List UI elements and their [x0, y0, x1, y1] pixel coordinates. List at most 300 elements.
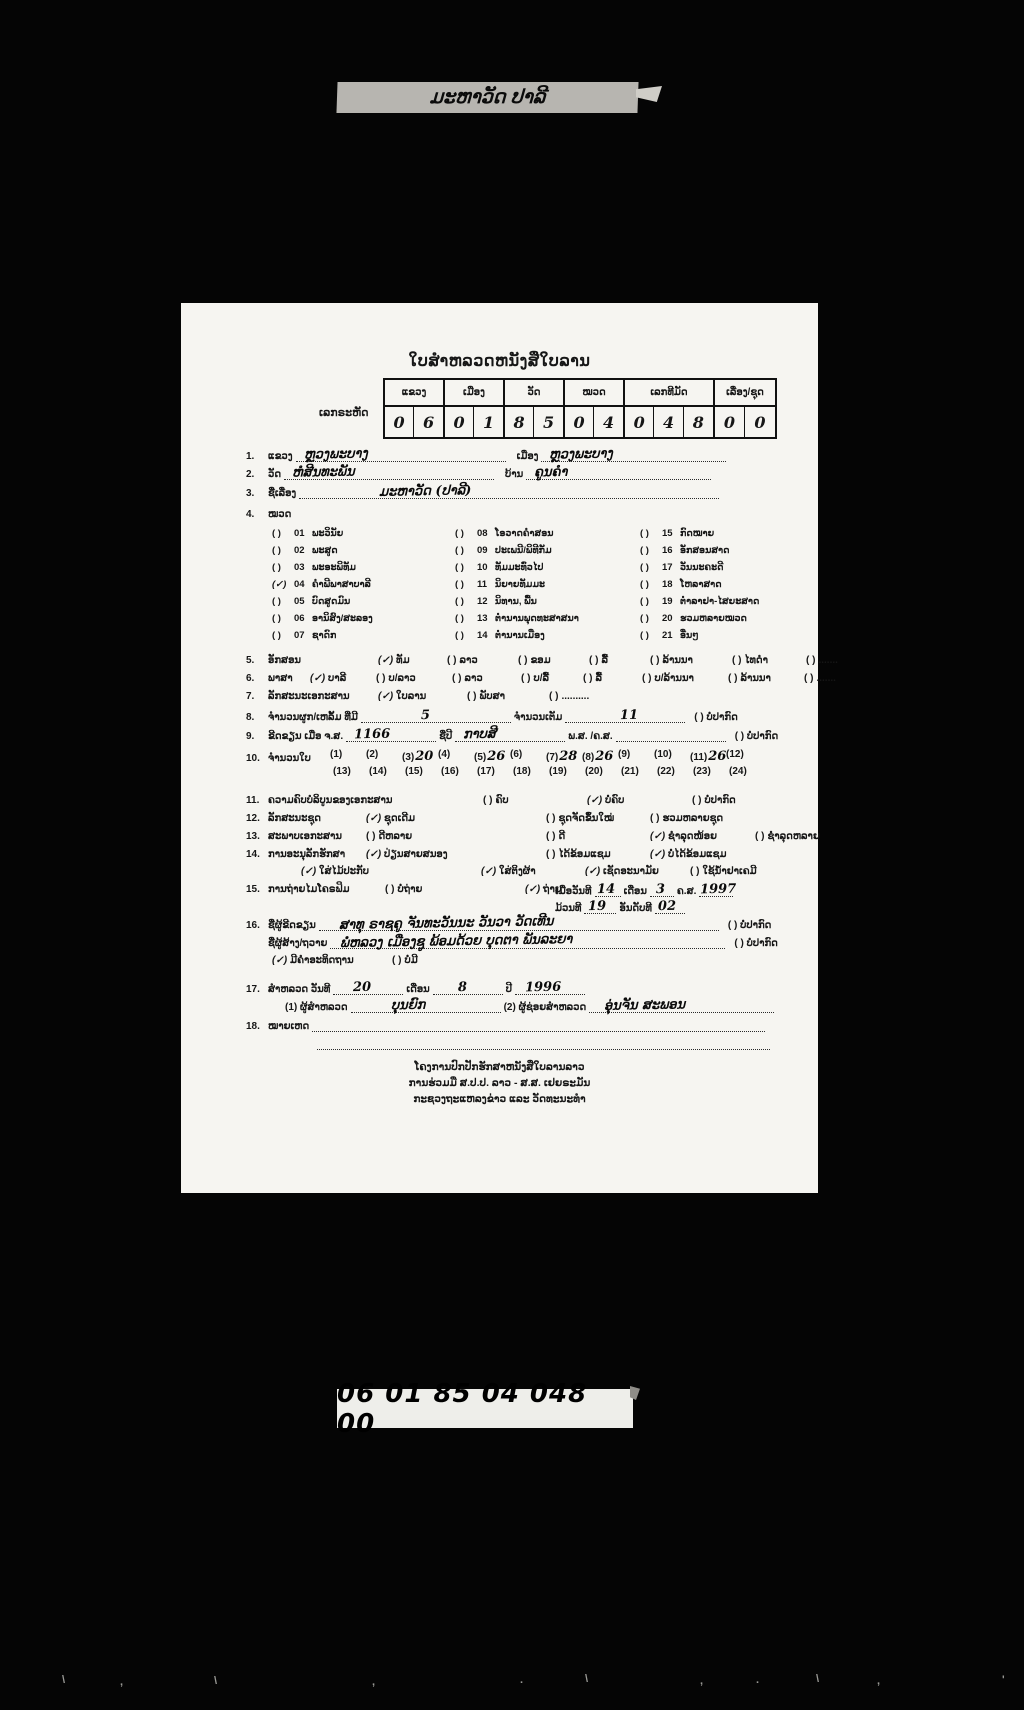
leaf-count-slot: [405, 766, 441, 777]
slot-number: (7): [546, 752, 559, 763]
field-remarks-2: [317, 1037, 770, 1050]
preservation-option-label: ໃສ່ໄມ້ປະກັບ: [319, 866, 370, 877]
film-date-label: ເມື່ອວັນທີ: [555, 886, 592, 897]
empty-checkbox: ( ): [455, 596, 464, 607]
category-number: 04: [294, 579, 305, 590]
empty-checkbox: ( ): [455, 528, 464, 539]
item-number: 13.: [246, 831, 260, 842]
district-value-line: [541, 446, 726, 463]
script-option-label: ລື້: [601, 655, 608, 666]
completeness-option-label: ບໍ່ຄົບ: [605, 795, 625, 806]
empty-checkbox: ( ): [272, 545, 281, 556]
surveyor-handwritten-value: ບຸນຍົກ: [390, 997, 426, 1014]
empty-checkbox: ( ): [272, 596, 281, 607]
not-found-option: ( ) ບໍ່ປາກົດ: [734, 731, 779, 742]
survey-year-label: ປີ: [505, 984, 512, 995]
completeness-option: [587, 795, 692, 806]
leaf-count-slot: [621, 766, 657, 777]
film-edge-mark: ,: [372, 1676, 376, 1688]
item-number: 9.: [246, 731, 255, 742]
film-year-line: [699, 881, 737, 898]
code-digit-group: [385, 407, 445, 437]
empty-checkbox: ( ): [640, 630, 649, 641]
empty-checkbox: ( ): [732, 655, 742, 666]
language-option-label: ບ/ລ້ານນາ: [654, 673, 694, 684]
full-count-line: [565, 707, 685, 724]
checked-checkbox: (✓): [587, 795, 603, 806]
completeness-option: [692, 795, 802, 806]
language-option-label: ລາວ: [464, 673, 483, 684]
leaf-count-slot: [582, 749, 618, 764]
set-type-label: ລັກສະນະຊຸດ: [268, 813, 321, 824]
leaf-count-slot: [549, 766, 585, 777]
category-number: 19: [662, 596, 673, 607]
microfilm-option-label: ຖ່າຍ: [543, 884, 562, 895]
surveyor-label: (1) ຜູ້ສຳຫລວດ: [285, 1002, 348, 1013]
film-header-strip: [336, 82, 638, 113]
temple-label: ວັດ: [268, 469, 282, 480]
document-type-option: [467, 691, 535, 702]
category-option-label: ທັມມະທົ່ວໄປ: [495, 562, 544, 573]
empty-checkbox: ( ): [640, 562, 649, 573]
completeness-option-label: ບໍ່ປາກົດ: [704, 795, 736, 806]
code-digit-cell: 5: [542, 412, 555, 432]
empty-checkbox: ( ): [272, 528, 281, 539]
slot-number: (21): [621, 766, 639, 777]
field-microfilm: [246, 884, 570, 895]
empty-checkbox: ( ): [650, 655, 660, 666]
film-month-value: 3: [655, 881, 666, 898]
slot-number: (8): [582, 752, 595, 763]
slot-handwritten-value: 28: [559, 749, 578, 764]
checked-checkbox: (✓): [366, 849, 382, 860]
category-number: 05: [294, 596, 305, 607]
film-header-label: ມະຫາວັດ ປາລີ: [429, 87, 546, 108]
category-number: 18: [662, 579, 673, 590]
footer-line-1: ໂຄງການປົກປັກຮັກສາຫນັງສືໃບລານລາວ: [414, 1061, 585, 1073]
code-digit-cell: 0: [445, 407, 474, 437]
language-option: [583, 673, 628, 684]
code-column-header: ເລກທີມັດ: [625, 380, 715, 405]
checked-checkbox: (✓): [525, 884, 541, 895]
slot-handwritten-value: 26: [487, 749, 506, 764]
film-edge-mark: \: [62, 1674, 66, 1686]
preservation-option: [366, 849, 546, 860]
category-checkbox-option: [640, 593, 759, 610]
leaf-count-slot: [657, 766, 693, 777]
item-number: 7.: [246, 691, 255, 702]
cs-year-line: [346, 726, 436, 743]
script-option: [447, 655, 504, 666]
category-checkbox-option: [640, 559, 759, 576]
film-month-label: ເດືອນ: [623, 886, 647, 897]
province-handwritten-value: ຫຼວງພະບາງ: [303, 446, 368, 463]
checked-checkbox: (✓): [650, 849, 666, 860]
item-number: 15.: [246, 884, 260, 895]
fascicle-count-line: [361, 707, 511, 724]
empty-checkbox: ( ): [546, 849, 556, 860]
era-label: ພ.ສ. /ຄ.ສ.: [568, 731, 613, 742]
fascicle-count-value: 5: [420, 707, 431, 724]
field-script: [246, 655, 870, 666]
assistant-label: (2) ຜູ້ຊ່ອຍສຳຫລວດ: [503, 1002, 587, 1013]
set-type-option: [546, 813, 650, 824]
empty-checkbox: ( ): [640, 545, 649, 556]
preservation-option-label: ໃຊ້ນ້ຳຢາເຄມີ: [702, 866, 757, 877]
field-category: [246, 509, 291, 520]
cs-year-value: 1166: [353, 726, 391, 743]
field-leaf-counts: [246, 749, 762, 764]
field-preservation-2: [301, 866, 790, 877]
category-option-label: ຕຳນານເມືອງ: [495, 630, 545, 641]
film-edge-mark: .: [520, 1674, 524, 1686]
reel-line: [584, 898, 616, 915]
empty-checkbox: ( ): [640, 528, 649, 539]
code-digit-cell: 4: [602, 412, 615, 432]
item-number: 6.: [246, 673, 255, 684]
field-survey-date: [246, 979, 588, 996]
slot-number: (19): [549, 766, 567, 777]
preservation-option: [650, 849, 780, 860]
leaf-count-slot: [438, 749, 474, 764]
document-type-label: ລັກສະນະເອກະສານ: [268, 691, 350, 702]
category-number: 21: [662, 630, 673, 641]
completeness-label: ຄວາມຄົບບໍລິບູນຂອງເອກະສານ: [268, 795, 393, 806]
code-digit-cell: 1: [482, 412, 495, 432]
temple-value-line: [284, 464, 494, 481]
category-checkbox-option: [272, 576, 373, 593]
checked-checkbox: (✓): [272, 955, 288, 966]
category-number: 07: [294, 630, 305, 641]
remarks-label: ໝາຍເຫດ: [268, 1021, 310, 1032]
reel-value: 19: [588, 898, 607, 915]
sponsor-handwritten-value: ພໍ່ຫລວງ ເມືອງຊູ ພ້ອມດ້ວຍ ບຸດຕາ ພັນລະຍາ: [340, 931, 573, 952]
script-option: [589, 655, 636, 666]
slot-number: (12): [726, 749, 744, 760]
slot-number: (20): [585, 766, 603, 777]
leaf-count-slot: [654, 749, 690, 764]
empty-checkbox: ( ): [385, 884, 395, 895]
empty-checkbox: ( ): [447, 655, 457, 666]
colophon-option-label: ບໍ່ມີ: [404, 955, 418, 966]
assistant-handwritten-value: ອຸ່ນຈັນ ສະພອນ: [604, 997, 686, 1014]
not-found-option: ( ) ບໍ່ປາກົດ: [694, 712, 738, 723]
category-number: 09: [477, 545, 488, 556]
field-set-type: [246, 813, 770, 824]
leaf-count-slot: [474, 749, 510, 764]
category-number: 02: [294, 545, 305, 556]
preservation-option-label: ໃສ່ຕິງຜ້າ: [499, 866, 536, 877]
preservation-option: [301, 866, 481, 877]
writing-year-label: ຂີດຂຽນ ເມື່ອ ຈ.ສ.: [268, 731, 344, 742]
field-remarks: [246, 1019, 768, 1032]
field-leaf-counts-2: [333, 766, 765, 777]
leaf-count-slot: [513, 766, 549, 777]
empty-checkbox: ( ): [455, 579, 464, 590]
title-label: ຊື່ເລື່ອງ: [268, 488, 297, 499]
checked-checkbox: (✓): [378, 691, 394, 702]
code-digit-cell: 6: [422, 412, 435, 432]
category-checkbox-option: [272, 559, 373, 576]
language-label: ພາສາ: [268, 673, 293, 684]
category-option-label: ອື່ນໆ: [680, 630, 699, 641]
colophon-option: [272, 955, 392, 966]
empty-checkbox: ( ): [272, 562, 281, 573]
preservation-option-label: ປ່ຽນສາຍສນອງ: [384, 849, 448, 860]
category-option-label: ຮວມຫລາຍໝວດ: [680, 613, 747, 624]
code-table-digits: [385, 407, 775, 437]
film-code-label: 06 01 85 04 048 00: [337, 1378, 588, 1439]
field-condition: [246, 831, 850, 842]
film-edge-mark: \: [816, 1673, 820, 1685]
item-number: 2.: [246, 469, 255, 480]
script-option: [806, 655, 856, 666]
code-digit-group: [505, 407, 565, 437]
language-option-label: ບ/ລາວ: [388, 673, 416, 684]
preservation-option-label: ບໍ່ໄດ້ຂ້ອມແຊມ: [668, 849, 727, 860]
item-number: 11.: [246, 795, 260, 806]
slot-handwritten-value: 26: [595, 749, 614, 764]
slot-number: (17): [477, 766, 495, 777]
category-option-label: ໂຫລາສາດ: [680, 579, 722, 590]
empty-checkbox: ( ): [376, 673, 386, 684]
item-number: 8.: [246, 712, 255, 723]
form-title: ໃບສຳຫລວດຫນັງສືໃບລານ: [408, 353, 591, 370]
item-number: 17.: [246, 984, 260, 995]
empty-checkbox: ( ): [272, 630, 281, 641]
footer-line-3: ກະຊວງຖະແຫລງຂ່າວ ແລະ ວັດທະນະທຳ: [413, 1093, 586, 1105]
checked-checkbox: (✓): [481, 866, 497, 877]
preservation-option: [546, 849, 650, 860]
scribe-handwritten-value: ສາທຸ ຣາຊຄູ ຈັນທະວັນນະ ວັນວາ ວັດເທີນ: [338, 914, 554, 933]
sponsor-value-line: [330, 931, 725, 952]
film-edge-mark: ': [1002, 1674, 1005, 1686]
code-column-header: ວັດ: [505, 380, 565, 405]
empty-checkbox: ( ): [546, 813, 556, 824]
field-writing-year: [246, 726, 779, 743]
empty-checkbox: ( ): [272, 613, 281, 624]
empty-checkbox: ( ): [366, 831, 376, 842]
category-option-label: ບົດສູດມົນ: [312, 596, 351, 607]
code-digit-cell: 0: [625, 407, 654, 437]
completeness-option-label: ຄົບ: [495, 795, 509, 806]
leaf-count-slot: [618, 749, 654, 764]
leaf-count-slot: [510, 749, 546, 764]
document-type-option: [378, 691, 453, 702]
language-option: [642, 673, 714, 684]
language-option-label: ລື້: [595, 673, 602, 684]
reel-label: ມ້ວນທີ: [555, 903, 582, 914]
preservation-option: [690, 866, 790, 877]
empty-checkbox: ( ): [755, 831, 765, 842]
temple-handwritten-value: ຫໍສີນທະພັນ: [291, 464, 355, 481]
language-option: [310, 673, 362, 684]
slot-number: (10): [654, 749, 672, 760]
item-number: 16.: [246, 920, 260, 931]
preservation-option-label: ໄດ້ຂ້ອມແຊມ: [558, 849, 611, 860]
category-checkbox-option: [272, 525, 373, 542]
preservation-options-1: [366, 849, 780, 860]
language-option: [452, 673, 507, 684]
slot-number: (24): [729, 766, 747, 777]
empty-checkbox: ( ): [518, 655, 528, 666]
category-checkbox-option: [640, 610, 759, 627]
category-column: [455, 525, 579, 644]
code-column-header: ແຂວງ: [385, 380, 445, 405]
empty-checkbox: ( ): [549, 691, 559, 702]
film-day-line: [595, 881, 621, 898]
code-row-label: ເລກຣະຫັດ: [319, 407, 369, 419]
film-year-value: 1997: [700, 881, 737, 898]
document-type-option-label: ໃບລານ: [396, 691, 427, 702]
empty-checkbox: ( ): [455, 562, 464, 573]
village-label: ບ້ານ: [505, 469, 524, 480]
film-era-label: ຄ.ສ.: [676, 886, 697, 897]
leaf-count-slot: [366, 749, 402, 764]
leaf-count-slot: [333, 766, 369, 777]
category-option-label: ປະເພນີ/ພິທີກັມ: [495, 545, 552, 556]
category-checkbox-option: [640, 525, 759, 542]
category-number: 10: [477, 562, 488, 573]
film-edge-mark: ,: [877, 1675, 881, 1687]
not-found-option: ( ) ບໍ່ປາກົດ: [734, 938, 778, 949]
completeness-options: [483, 795, 802, 806]
empty-checkbox: ( ): [728, 673, 738, 684]
category-option-label: ວັນນະຄະດີ: [680, 562, 724, 573]
leaf-count-slots-1-12: [330, 749, 762, 764]
empty-checkbox: ( ): [640, 596, 649, 607]
survey-day-value: 20: [353, 979, 372, 996]
category-number: 06: [294, 613, 305, 624]
code-column-header: ໝວດ: [565, 380, 625, 405]
film-edge-mark: \: [585, 1673, 589, 1685]
assistant-line: [589, 997, 774, 1014]
language-option: [376, 673, 438, 684]
field-temple-village: [246, 464, 714, 481]
script-option-label: ໄທດຳ: [744, 655, 769, 666]
empty-checkbox: ( ): [521, 673, 531, 684]
empty-checkbox: ( ): [455, 630, 464, 641]
code-digit-cell: 8: [692, 412, 704, 432]
code-column-header: ເມືອງ: [445, 380, 505, 405]
fascicle-count-label: ຈຳນວນຜູກ/ເຫລັ້ມ ທີ່ມີ: [268, 712, 358, 723]
language-option: [521, 673, 569, 684]
item-number: 14.: [246, 849, 260, 860]
scribe-label: ຊື່ຜູ້ຂີດຂຽນ: [268, 920, 316, 931]
film-edge-mark: .: [756, 1674, 760, 1686]
condition-option: [650, 831, 755, 842]
province-label: ແຂວງ: [268, 451, 293, 462]
empty-checkbox: ( ): [640, 579, 649, 590]
village-handwritten-value: ຄູນຄຳ: [534, 464, 568, 481]
colophon-option: [392, 955, 452, 966]
field-scribe-name: [246, 914, 772, 933]
year-name-value: ກາບສີ: [463, 726, 497, 743]
form-footer: [181, 1059, 818, 1107]
category-option-label: ພະສູດ: [312, 545, 338, 556]
year-name-line: [455, 726, 565, 743]
category-number: 15: [662, 528, 673, 539]
script-option: [650, 655, 718, 666]
script-label: ອັກສອນ: [268, 655, 301, 666]
item-number: 12.: [246, 813, 260, 824]
microfilm-reel: [555, 898, 688, 915]
leaf-count-slot: [690, 749, 726, 764]
code-digit-cell: 0: [715, 407, 745, 437]
checked-checkbox: (✓): [310, 673, 326, 684]
field-colophon-prayer: [272, 955, 452, 966]
province-value-line: [296, 446, 506, 463]
slot-number: (18): [513, 766, 531, 777]
category-checkbox-option: [455, 576, 579, 593]
category-number: 01: [294, 528, 305, 539]
survey-day-line: [333, 979, 403, 996]
microfilm-label: ການຖ່າຍໄມໂຄຣຟິມ: [268, 884, 350, 895]
microfilm-option-label: ບໍ່ຖ່າຍ: [397, 884, 423, 895]
scribe-value-line: [319, 914, 719, 933]
condition-option-label: ຊຳລຸດໜ້ອຍ: [668, 831, 717, 842]
slot-number: (13): [333, 766, 351, 777]
code-digit-group: [715, 407, 775, 437]
item-number: 4.: [246, 509, 255, 520]
film-edge-mark: \: [214, 1675, 218, 1687]
film-code-strip: [337, 1378, 633, 1439]
category-label: ໝວດ: [268, 509, 292, 520]
preservation-option: [481, 866, 585, 877]
full-count-label: ຈຳນວນເຕັມ: [513, 712, 563, 723]
order-label: ອັນດັບທີ: [619, 903, 652, 914]
script-option-label: ຂອມ: [530, 655, 551, 666]
checked-checkbox: (✓): [272, 579, 287, 590]
category-number: 12: [477, 596, 488, 607]
preservation-option-label: ເຊັດອະນາມັຍ: [603, 866, 659, 877]
preservation-label: ການອະນຸລັກຮັກສາ: [268, 849, 346, 860]
empty-checkbox: ( ): [455, 613, 464, 624]
leaf-count-slot: [441, 766, 477, 777]
code-digit-cell: 4: [654, 407, 683, 437]
field-preservation: [246, 849, 780, 860]
empty-checkbox: ( ): [583, 673, 593, 684]
category-number: 11: [477, 579, 488, 590]
script-option-label: ລ້ານນາ: [662, 655, 693, 666]
survey-date-label: ສຳຫລວດ ວັນທີ: [268, 984, 331, 995]
category-checkbox-option: [455, 610, 579, 627]
microfilm-options: [385, 884, 570, 895]
category-column: [272, 525, 373, 644]
category-number: 17: [662, 562, 673, 573]
leaf-count-slot: [330, 749, 366, 764]
set-type-option-label: ຮວມຫລາຍຊຸດ: [662, 813, 724, 824]
slot-number: (6): [510, 749, 523, 760]
survey-year-line: [515, 979, 585, 996]
item-number: 3.: [246, 488, 255, 499]
category-number: 03: [294, 562, 305, 573]
empty-checkbox: ( ): [392, 955, 402, 966]
film-day-value: 14: [596, 881, 615, 898]
code-digit-group: [565, 407, 625, 437]
category-checkbox-option: [640, 627, 759, 644]
code-digit-cell: 0: [565, 407, 594, 437]
language-option-label: ບ/ລື້: [533, 673, 549, 684]
category-option-label: ອານິສົງ/ສະລອງ: [312, 613, 373, 624]
category-checkbox-option: [455, 559, 579, 576]
preservation-option: [585, 866, 690, 877]
field-fascicle-count: [246, 707, 738, 724]
slot-number: (22): [657, 766, 675, 777]
document-type-options: [378, 691, 623, 702]
checked-checkbox: (✓): [366, 813, 382, 824]
empty-checkbox: ( ): [640, 613, 649, 624]
